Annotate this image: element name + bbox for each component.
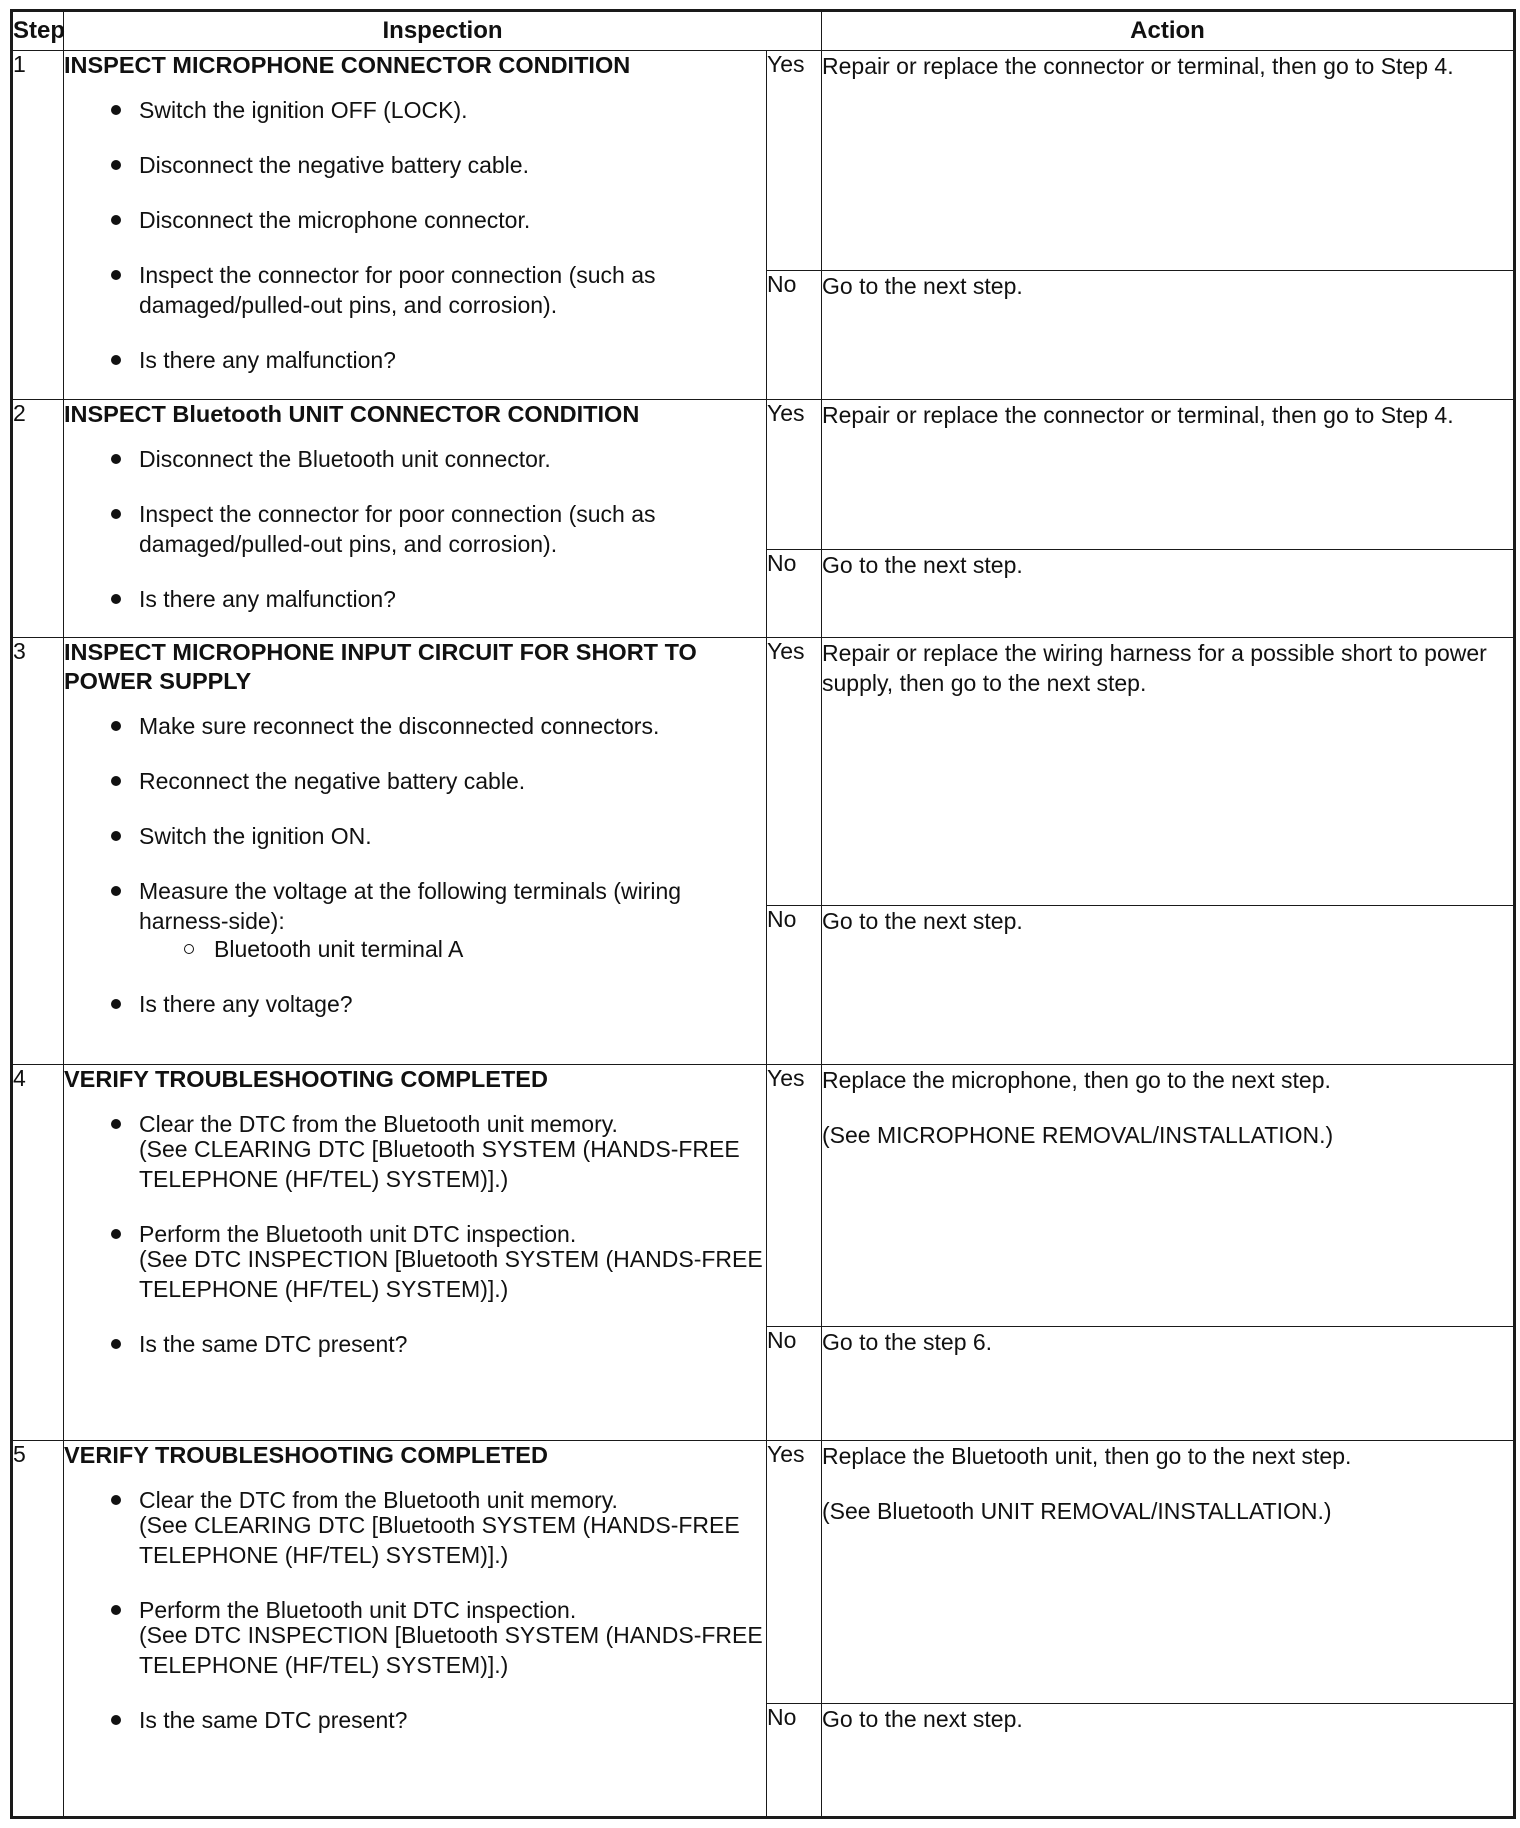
inspection-list	[64, 711, 766, 936]
no-label: No	[767, 906, 822, 1064]
step-title: VERIFY TROUBLESHOOTING COMPLETED	[64, 1065, 548, 1092]
inspection-list	[64, 1485, 766, 1515]
yes-action	[822, 1441, 1515, 1703]
step-1-row	[12, 51, 1515, 271]
inspection-list	[64, 1705, 766, 1735]
list-item: Is there any malfunction?	[64, 345, 766, 375]
inspection-list	[64, 444, 766, 614]
action-text: Repair or replace the connector or terminal, then go to Step 4.	[822, 401, 1454, 428]
action-text: Repair or replace the connector or terminal, then go to Step 4.	[822, 53, 1454, 80]
no-action	[822, 1703, 1515, 1817]
yes-label: Yes	[767, 1064, 822, 1326]
no-label: No	[767, 1703, 822, 1817]
header-step: Step	[12, 11, 64, 51]
yes-action	[822, 51, 1515, 271]
list-item: Perform the Bluetooth unit DTC inspection.	[64, 1595, 766, 1625]
sub-list-item: Bluetooth unit terminal A	[64, 934, 766, 964]
yes-label: Yes	[767, 51, 822, 271]
header-action: Action	[822, 11, 1515, 51]
yes-label: Yes	[767, 399, 822, 549]
step-2-row	[12, 399, 1515, 549]
reference-note: (See CLEARING DTC [Bluetooth SYSTEM (HANDS-FREE TELEPHONE (HF/TEL) SYSTEM)].)	[139, 1135, 740, 1192]
list-item: Disconnect the microphone connector.	[64, 205, 766, 235]
step-title: INSPECT Bluetooth UNIT CONNECTOR CONDITION	[64, 400, 640, 427]
action-reference: (See MICROPHONE REMOVAL/INSTALLATION.)	[822, 1121, 1334, 1148]
sub-list	[64, 934, 766, 964]
list-item: Clear the DTC from the Bluetooth unit memory.	[64, 1109, 766, 1139]
list-item: Disconnect the negative battery cable.	[64, 150, 766, 180]
action-text: Replace the microphone, then go to the next step.	[822, 1066, 1331, 1093]
list-item: Switch the ignition OFF (LOCK).	[64, 95, 766, 125]
list-item: Measure the voltage at the following terminals (wiring harness-side):	[64, 876, 766, 936]
reference-note: (See DTC INSPECTION [Bluetooth SYSTEM (HANDS-FREE TELEPHONE (HF/TEL) SYSTEM)].)	[139, 1622, 763, 1679]
yes-action	[822, 638, 1515, 906]
action-text: Go to the step 6.	[822, 1329, 993, 1356]
step-4-row	[12, 1064, 1515, 1326]
action-text: Go to the next step.	[822, 551, 1023, 578]
list-item: Inspect the connector for poor connection (such as damaged/pulled-out pins, and corrosion).	[64, 260, 766, 320]
list-item: Is there any malfunction?	[64, 584, 766, 614]
action-text: Go to the next step.	[822, 1705, 1023, 1732]
list-item: Make sure reconnect the disconnected connectors.	[64, 711, 766, 741]
no-action	[822, 271, 1515, 399]
no-action	[822, 906, 1515, 1064]
step-title: INSPECT MICROPHONE CONNECTOR CONDITION	[64, 52, 631, 79]
action-text: Go to the next step.	[822, 273, 1023, 300]
no-label: No	[767, 271, 822, 399]
step-5-inspection	[64, 1441, 767, 1818]
step-number: 5	[12, 1441, 64, 1818]
step-number: 3	[12, 638, 64, 1065]
list-item: Perform the Bluetooth unit DTC inspection.	[64, 1219, 766, 1249]
header-inspection: Inspection	[64, 11, 822, 51]
yes-action	[822, 399, 1515, 549]
step-3-row	[12, 638, 1515, 906]
header-row	[12, 11, 1515, 51]
troubleshooting-document	[10, 9, 1513, 1819]
no-label: No	[767, 549, 822, 637]
action-text: Replace the Bluetooth unit, then go to the next step.	[822, 1443, 1352, 1470]
no-label: No	[767, 1327, 822, 1441]
step-number: 1	[12, 51, 64, 400]
step-2-inspection	[64, 399, 767, 637]
step-4-inspection	[64, 1064, 767, 1441]
inspection-list	[64, 1109, 766, 1139]
step-title: INSPECT MICROPHONE INPUT CIRCUIT FOR SHORT TO POWER SUPPLY	[64, 639, 697, 694]
step-number: 2	[12, 399, 64, 637]
yes-action	[822, 1064, 1515, 1326]
step-number: 4	[12, 1064, 64, 1441]
troubleshooting-table	[10, 9, 1516, 1819]
no-action	[822, 549, 1515, 637]
step-title: VERIFY TROUBLESHOOTING COMPLETED	[64, 1442, 548, 1469]
step-3-inspection	[64, 638, 767, 1065]
step-1-inspection	[64, 51, 767, 400]
reference-note: (See DTC INSPECTION [Bluetooth SYSTEM (HANDS-FREE TELEPHONE (HF/TEL) SYSTEM)].)	[139, 1245, 763, 1302]
reference-note: (See CLEARING DTC [Bluetooth SYSTEM (HANDS-FREE TELEPHONE (HF/TEL) SYSTEM)].)	[139, 1512, 740, 1569]
list-item: Clear the DTC from the Bluetooth unit memory.	[64, 1485, 766, 1515]
action-reference: (See Bluetooth UNIT REMOVAL/INSTALLATION.)	[822, 1498, 1332, 1525]
inspection-list	[64, 95, 766, 375]
list-item: Inspect the connector for poor connection (such as damaged/pulled-out pins, and corrosion).	[64, 499, 766, 559]
list-item: Switch the ignition ON.	[64, 821, 766, 851]
inspection-list	[64, 989, 766, 1019]
inspection-list	[64, 1219, 766, 1249]
list-item: Is the same DTC present?	[64, 1705, 766, 1735]
list-item: Disconnect the Bluetooth unit connector.	[64, 444, 766, 474]
action-text: Go to the next step.	[822, 908, 1023, 935]
yes-label: Yes	[767, 1441, 822, 1703]
list-item: Is the same DTC present?	[64, 1329, 766, 1359]
no-action	[822, 1327, 1515, 1441]
list-item: Is there any voltage?	[64, 989, 766, 1019]
action-text: Repair or replace the wiring harness for a possible short to power supply, then go to the next step.	[822, 640, 1487, 696]
list-item: Reconnect the negative battery cable.	[64, 766, 766, 796]
inspection-list	[64, 1595, 766, 1625]
inspection-list	[64, 1329, 766, 1359]
yes-label: Yes	[767, 638, 822, 906]
step-5-row	[12, 1441, 1515, 1703]
